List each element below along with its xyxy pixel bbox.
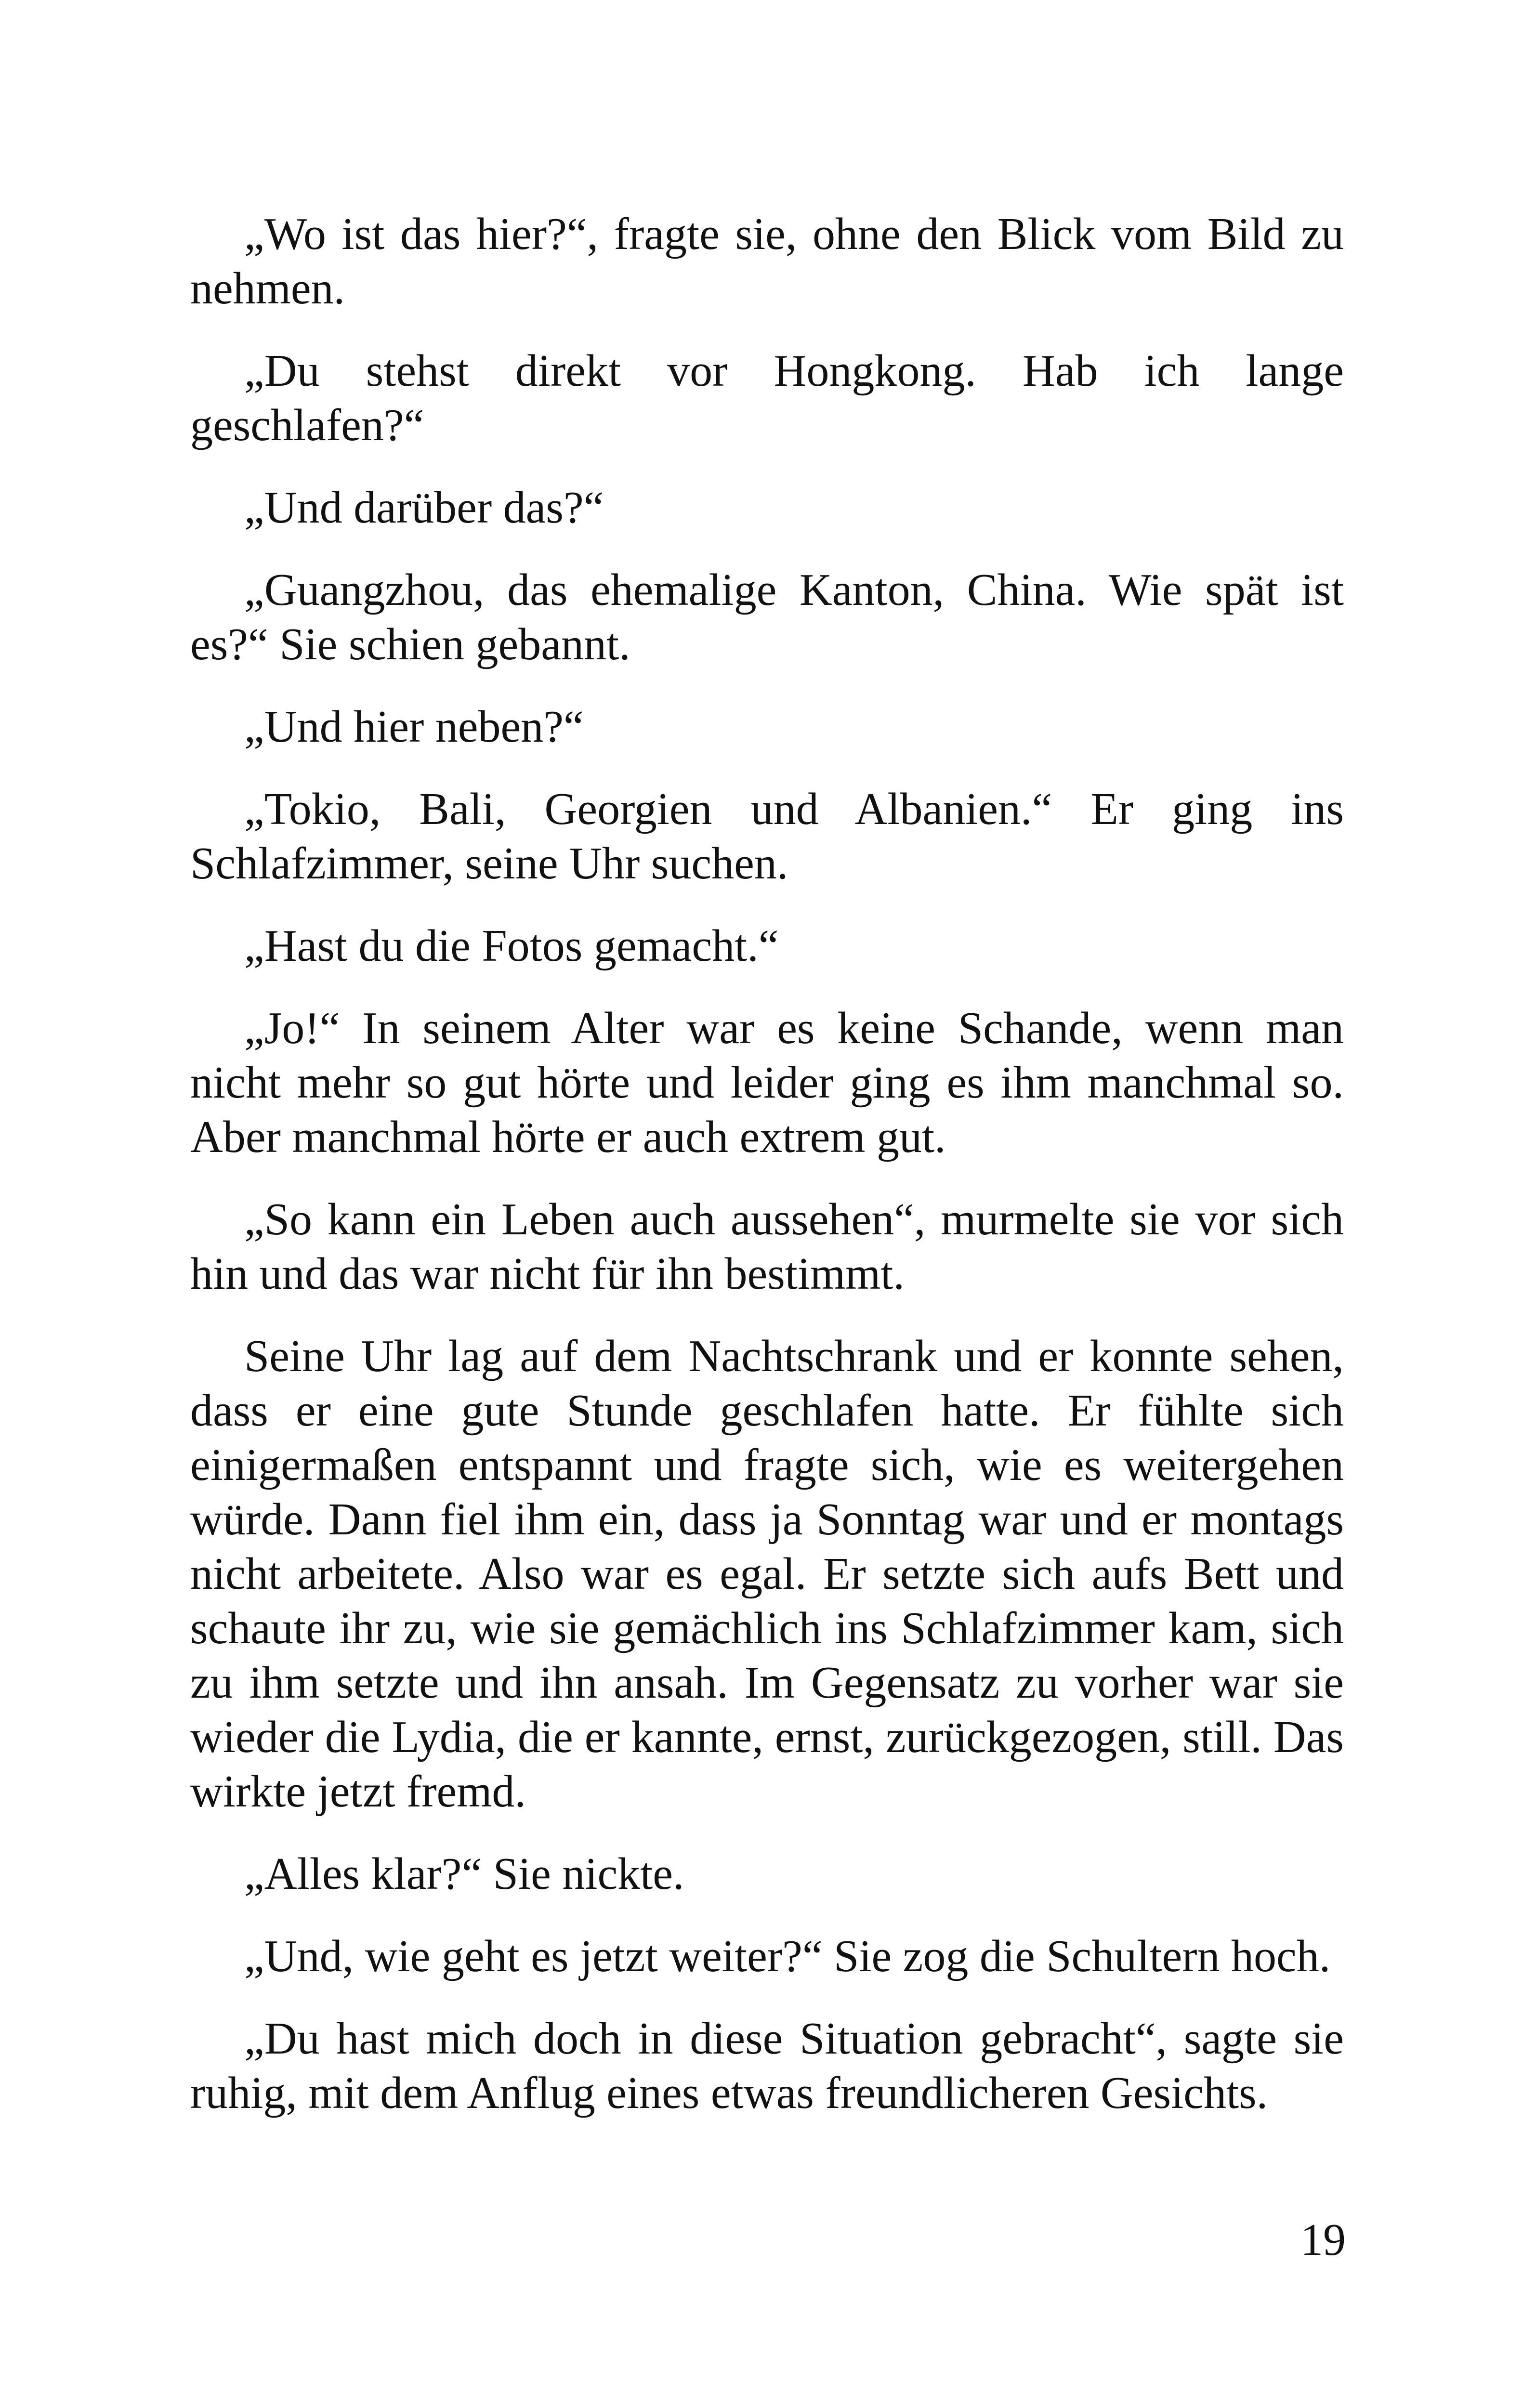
- paragraph: „Und darüber das?“: [244, 483, 604, 533]
- paragraph: „Tokio, Bali, Georgien und Albanien.“ Er ging ins Schlafzimmer, seine Uhr suchen.: [190, 784, 1344, 889]
- page-number: 19: [1300, 2215, 1346, 2265]
- paragraph: „Du stehst direkt vor Hongkong. Hab ich lange geschlafen?“: [190, 346, 1344, 450]
- paragraph: „So kann ein Leben auch aussehen“, murmelte sie vor sich hin und das war nicht für ihn bestimmt.: [190, 1194, 1344, 1299]
- page-body: [190, 207, 1344, 2148]
- paragraph: „Alles klar?“ Sie nickte.: [244, 1849, 684, 1899]
- paragraph: „Guangzhou, das ehemalige Kanton, China. Wie spät ist es?“ Sie schien gebannt.: [190, 565, 1344, 669]
- paragraph: „Und, wie geht es jetzt weiter?“ Sie zog die Schultern hoch.: [244, 1931, 1331, 1981]
- paragraph: „Jo!“ In seinem Alter war es keine Schande, wenn man nicht mehr so gut hörte und leider ging es ihm manchmal so. Aber manchmal hörte er auch extrem gut.: [190, 1003, 1344, 1162]
- paragraph: „Wo ist das hier?“, fragte sie, ohne den Blick vom Bild zu nehmen.: [190, 209, 1344, 314]
- paragraph: „Hast du die Fotos gemacht.“: [244, 921, 779, 971]
- paragraph: „Du hast mich doch in diese Situation gebracht“, sagte sie ruhig, mit dem Anflug eines etwas freundlicheren Gesichts.: [190, 2014, 1344, 2118]
- paragraph: Seine Uhr lag auf dem Nachtschrank und er konnte sehen, dass er eine gute Stunde geschlafen hatte. Er fühlte sich einigermaßen entspannt und fragte sich, wie es weitergehen würde. Dann fiel ihm ein, dass ja Sonntag war und er montags nicht arbeitete. Also war es egal. Er setzte sich aufs Bett und schaute ihr zu, wie sie gemächlich ins Schlafzimmer kam, sich zu ihm setzte und ihn ansah. Im Gegensatz zu vorher war sie wieder die Lydia, die er kannte, ernst, zurückgezogen, still. Das wirkte jetzt fremd.: [190, 1331, 1344, 1817]
- paragraph: „Und hier neben?“: [244, 702, 584, 752]
